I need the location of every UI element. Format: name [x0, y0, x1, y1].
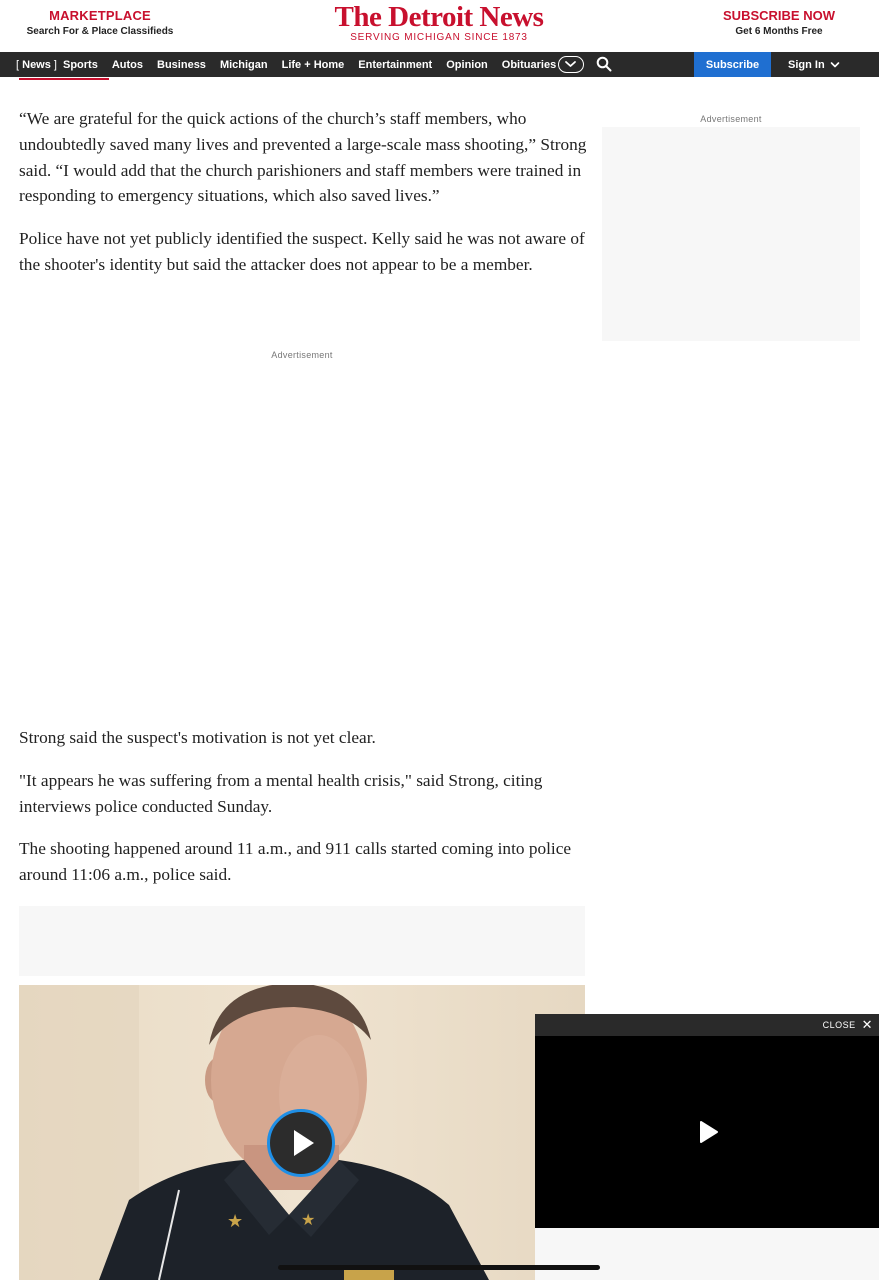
floating-player-footer — [535, 1228, 879, 1280]
sign-in-label: Sign In — [788, 58, 825, 71]
nav-item-business[interactable]: Business — [157, 58, 206, 71]
article-paragraph: “We are grateful for the quick actions of the church’s staff members, who undoubtedly saved many lives and prevented a large-scale mass shooting,” Strong said. “I would add that the church parishioners and staff members were trained in responding to emergency situations, which also saved lives.” — [19, 109, 587, 206]
article-paragraph: "It appears he was suffering from a mental health crisis," said Strong, citing interviews police conducted Sunday. — [19, 770, 543, 816]
close-label: CLOSE — [822, 1020, 856, 1030]
marketplace-link[interactable] — [20, 8, 180, 37]
nav-item-sports[interactable]: Sports — [63, 58, 98, 71]
home-indicator[interactable] — [278, 1265, 600, 1270]
nav-item-entertainment[interactable]: Entertainment — [358, 58, 433, 71]
chevron-down-icon[interactable] — [558, 56, 584, 73]
nav-item-opinion[interactable]: Opinion — [446, 58, 488, 71]
logo-name: The Detroit News — [334, 1, 544, 33]
article-paragraph: Police have not yet publicly identified the suspect. Kelly said he was not aware of the shooter's identity but said the attacker does not appear to be a member. — [19, 229, 585, 274]
subscribe-promo-subtitle: Get 6 Months Free — [735, 26, 823, 37]
ad-placeholder — [19, 906, 585, 976]
section-accent-rule — [19, 78, 109, 80]
subscribe-button[interactable]: Subscribe — [694, 52, 771, 77]
subscribe-promo-link[interactable] — [704, 8, 854, 37]
logo-tagline: SERVING MICHIGAN SINCE 1873 — [350, 32, 528, 43]
rail-ad-placeholder — [602, 127, 860, 341]
close-icon: ✕ — [861, 1017, 873, 1032]
svg-text:★: ★ — [301, 1210, 316, 1229]
search-icon[interactable] — [596, 56, 612, 72]
nav-items — [16, 52, 570, 77]
subscribe-promo-title: SUBSCRIBE NOW — [723, 8, 835, 23]
chevron-down-icon — [830, 61, 840, 69]
floating-player-bar — [535, 1014, 879, 1036]
play-icon[interactable] — [698, 1120, 720, 1144]
nav-item-life-home[interactable]: Life + Home — [281, 58, 345, 71]
inline-ad-label: Advertisement — [271, 350, 333, 360]
nav-item-michigan[interactable]: Michigan — [219, 58, 268, 71]
nav-item-news-label: News — [22, 58, 51, 71]
nav-item-autos[interactable]: Autos — [111, 58, 144, 71]
site-logo[interactable] — [300, 2, 578, 43]
sign-in-button[interactable] — [788, 52, 840, 77]
nav-item-obituaries[interactable]: Obituaries — [501, 58, 557, 71]
nav-item-news[interactable]: [ News ] — [16, 58, 57, 71]
article-paragraph: Strong said the suspect's motivation is not yet clear. — [19, 728, 376, 747]
play-icon — [292, 1129, 316, 1157]
play-video-button[interactable] — [267, 1109, 335, 1177]
marketplace-title: MARKETPLACE — [49, 8, 151, 23]
top-header — [0, 0, 879, 52]
article-body-continued — [19, 725, 587, 905]
close-player-button[interactable] — [823, 1017, 873, 1033]
article-body — [19, 106, 587, 295]
svg-text:★: ★ — [227, 1211, 244, 1232]
article-paragraph: The shooting happened around 11 a.m., and 911 calls started coming into police around 11:06 a.m., police said. — [19, 839, 572, 885]
rail-ad-label: Advertisement — [700, 114, 762, 124]
marketplace-subtitle: Search For & Place Classifieds — [26, 26, 174, 37]
